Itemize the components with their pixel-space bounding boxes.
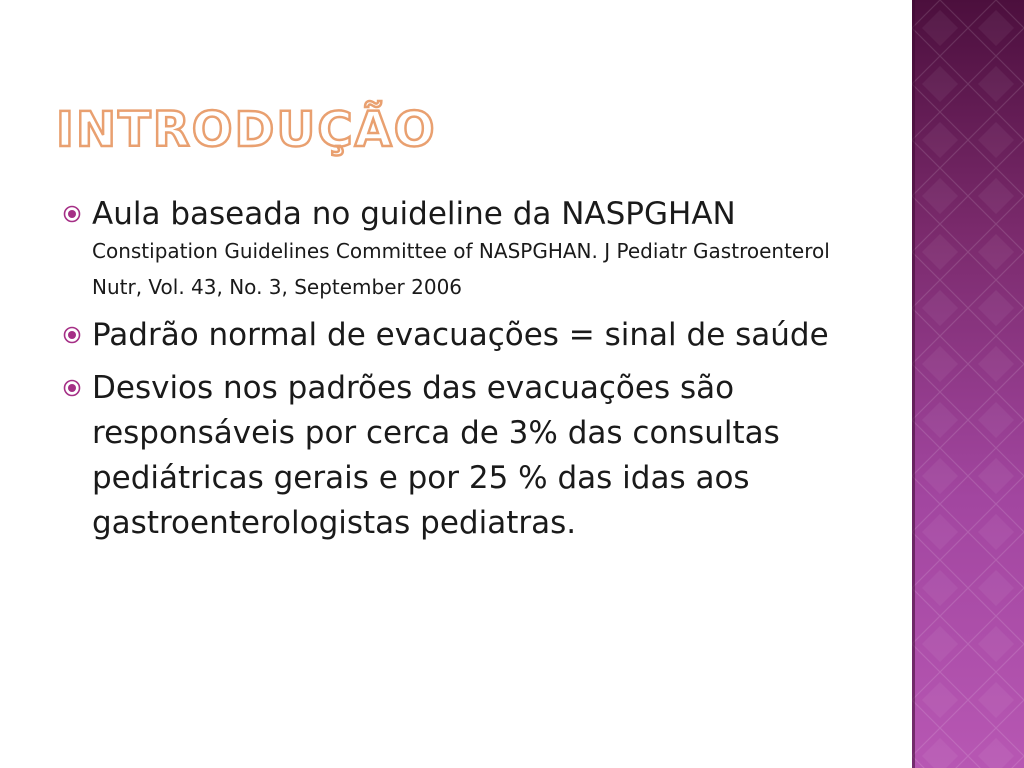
list-item [62,313,862,358]
bullet-circle-icon [63,379,81,397]
list-item [62,366,862,546]
bullet-subtext-citation: Constipation Guidelines Committee of NASPGHAN. J Pediatr Gastroenterol Nutr, Vol. 43, No. 3, September 2006 [92,239,830,299]
side-panel-edge [912,0,915,768]
bullet-circle-icon [63,326,81,344]
decorative-side-panel [912,0,1024,768]
bullet-circle-icon [63,205,81,223]
bullet-list [62,192,862,554]
bullet-text: Desvios nos padrões das evacuações são responsáveis por cerca de 3% das consultas pediátricas gerais e por 25 % das idas aos gastroenterologistas pediatras. [92,370,780,541]
bullet-text: Aula baseada no guideline da NASPGHAN [92,196,736,232]
slide-title: INTRODUÇÃO [56,102,437,158]
diamond-pattern [912,0,1024,768]
list-item [62,192,862,305]
bullet-text: Padrão normal de evacuações = sinal de saúde [92,317,829,353]
